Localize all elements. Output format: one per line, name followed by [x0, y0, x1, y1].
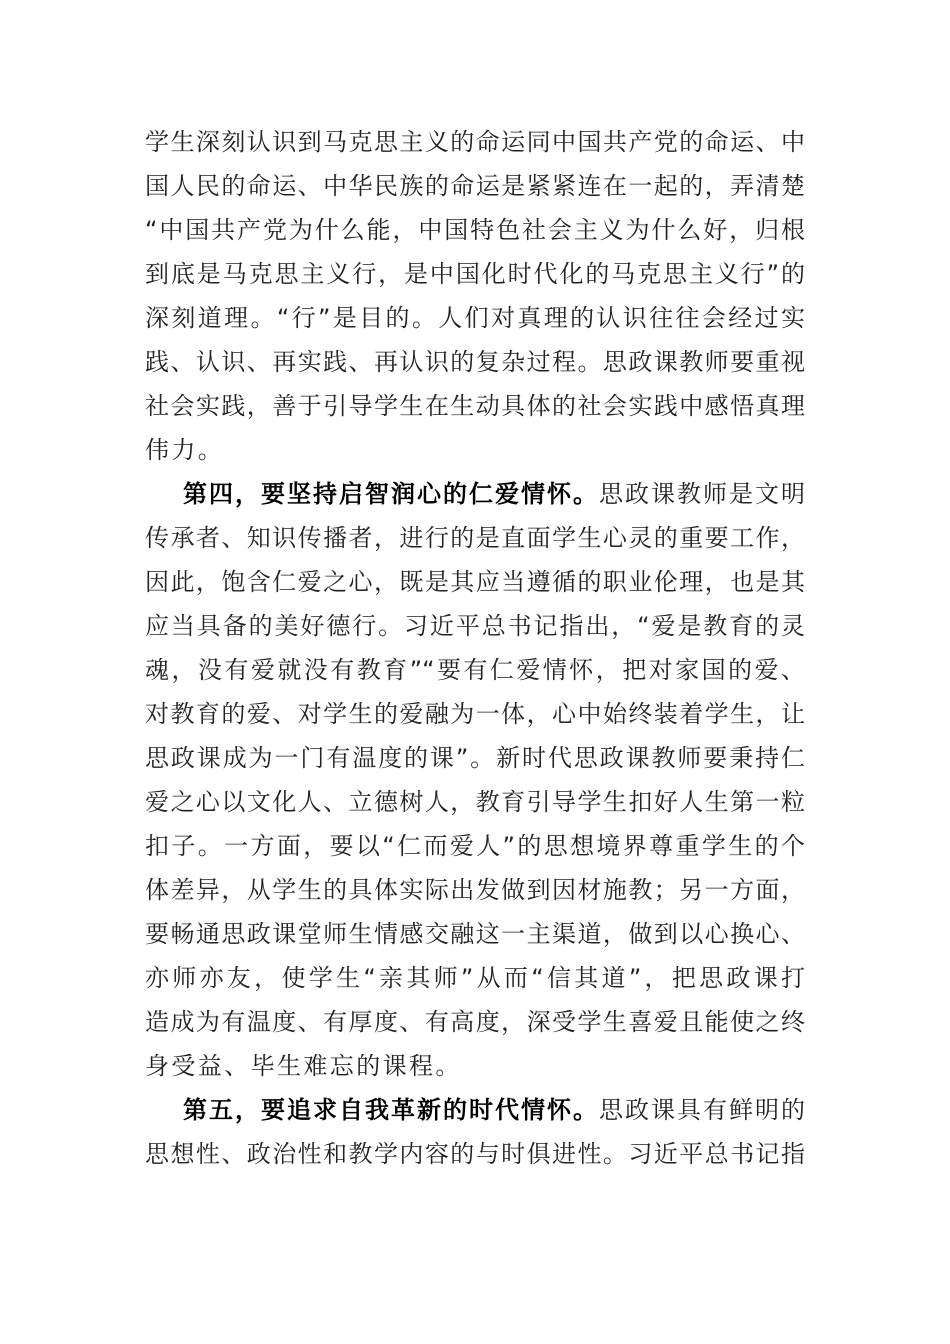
text-line: 伟力。 [145, 436, 225, 464]
section-heading: 第五，要追求自我革新的时代情怀。 [183, 1096, 599, 1124]
text-line: 应当具备的美好德行。习近平总书记指出，“爱是教育的灵 [145, 612, 805, 640]
text-line: 深刻道理。“行”是目的。人们对真理的认识往往会经过实 [145, 304, 805, 332]
text-line: 思政课成为一门有温度的课”。新时代思政课教师要秉持仁 [145, 744, 805, 772]
text-line: 践、认识、再实践、再认识的复杂过程。思政课教师要重视 [145, 348, 805, 376]
paragraph-first-line [145, 472, 805, 516]
line-text: 思政课具有鲜明的 [599, 1096, 805, 1124]
line-text: 思政课教师是文明 [599, 480, 805, 508]
text-line: 亦师亦友，使学生“亲其师”从而“信其道”，把思政课打 [145, 964, 805, 992]
text-line: 到底是马克思主义行，是中国化时代化的马克思主义行”的 [145, 260, 805, 288]
text-line: 爱之心以文化人、立德树人，教育引导学生扣好人生第一粒 [145, 788, 805, 816]
text-line: 魂，没有爱就没有教育”“要有仁爱情怀，把对家国的爱、 [145, 656, 805, 684]
paragraph-first-line [145, 1088, 805, 1132]
text-line: 造成为有温度、有厚度、有高度，深受学生喜爱且能使之终 [145, 1008, 805, 1036]
text-line: 扣子。一方面，要以“仁而爱人”的思想境界尊重学生的个 [145, 832, 805, 860]
text-line: 传承者、知识传播者，进行的是直面学生心灵的重要工作， [145, 524, 805, 552]
section-heading: 第四，要坚持启智润心的仁爱情怀。 [183, 480, 599, 508]
text-line: 国人民的命运、中华民族的命运是紧紧连在一起的，弄清楚 [145, 172, 805, 200]
text-line: “中国共产党为什么能，中国特色社会主义为什么好，归根 [145, 216, 805, 244]
text-line: 体差异，从学生的具体实际出发做到因材施教；另一方面， [145, 876, 805, 904]
text-line: 因此，饱含仁爱之心，既是其应当遵循的职业伦理，也是其 [145, 568, 805, 596]
text-line: 要畅通思政课堂师生情感交融这一主渠道，做到以心换心、 [145, 920, 805, 948]
text-line: 对教育的爱、对学生的爱融为一体，心中始终装着学生，让 [145, 700, 805, 728]
text-line: 思想性、政治性和教学内容的与时俱进性。习近平总书记指 [145, 1140, 805, 1168]
text-line: 学生深刻认识到马克思主义的命运同中国共产党的命运、中 [145, 128, 805, 156]
text-line: 身受益、毕生难忘的课程。 [145, 1052, 462, 1080]
text-line: 社会实践，善于引导学生在生动具体的社会实践中感悟真理 [145, 392, 805, 420]
